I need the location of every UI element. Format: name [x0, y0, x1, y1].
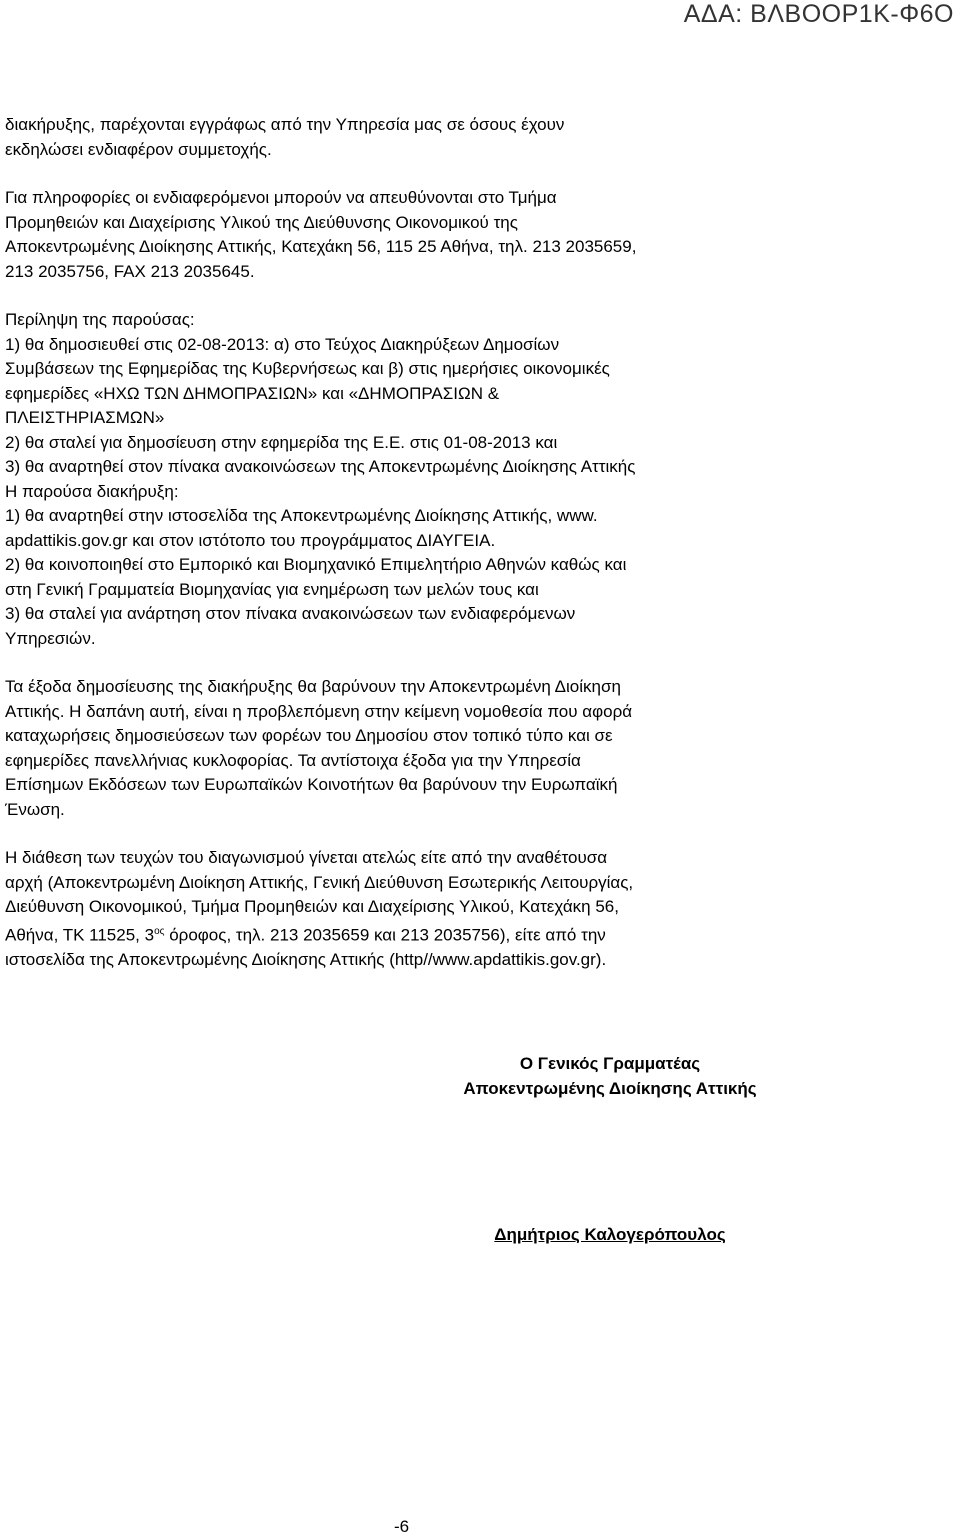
ordinal-superscript: ος	[154, 925, 165, 937]
text-line: Τα έξοδα δημοσίευσης της διακήρυξης θα βαρύνουν την Αποκεντρωμένη Διοίκηση	[5, 677, 621, 696]
text-line: 213 2035756, FAX 213 2035645.	[5, 261, 255, 281]
text-line: εφημερίδες πανελλήνιας κυκλοφορίας. Τα αντίστοιχα έξοδα για την Υπηρεσία	[5, 750, 581, 770]
summary-section	[5, 308, 811, 651]
signatory-title	[0, 1052, 960, 1101]
intro-paragraph	[5, 113, 811, 162]
summary-item-3: 3) θα αναρτηθεί στον πίνακα ανακοινώσεων της Αποκεντρωμένης Διοίκησης Αττικής	[5, 457, 636, 476]
text-fragment: Αθήνα, ΤΚ 11525, 3	[5, 925, 155, 945]
signatory-title-line: Ο Γενικός Γραμματέας	[519, 1054, 701, 1073]
text-line: διακήρυξης, παρέχονται εγγράφως από την Υπηρεσία μας σε όσους έχουν	[5, 115, 565, 134]
text-line: Ένωση.	[5, 799, 65, 819]
text-line: Αποκεντρωμένης Διοίκησης Αττικής, Κατεχάκη 56, 115 25 Αθήνα, τηλ. 213 2035659,	[5, 237, 637, 256]
text-line: 1) θα δημοσιευθεί στις 02-08-2013: α) στο Τεύχος Διακηρύξεων Δημοσίων	[5, 334, 560, 354]
text-line: Επίσημων Εκδόσεων των Ευρωπαϊκών Κοινοτήτων θα βαρύνουν την Ευρωπαϊκή	[5, 775, 618, 794]
summary-heading: Περίληψη της παρούσας:	[5, 310, 195, 329]
page-number: -6	[394, 1517, 410, 1536]
text-fragment: όροφος, τηλ. 213 2035659 και 213 2035756), είτε από την	[164, 925, 606, 945]
document-body	[5, 113, 811, 972]
summary-item-2: 2) θα σταλεί για δημοσίευση στην εφημερίδα της Ε.Ε. στις 01-08-2013 και	[5, 432, 558, 452]
text-line: Προμηθειών και Διαχείρισης Υλικού της Διεύθυνσης Οικονομικού της	[5, 212, 518, 232]
text-line: 2) θα κοινοποιηθεί στο Εμπορικό και Βιομηχανικό Επιμελητήριο Αθηνών καθώς και	[5, 555, 627, 574]
text-line: Για πληροφορίες οι ενδιαφερόμενοι μπορούν να απευθύνονται στο Τμήμα	[5, 188, 557, 207]
signatory-name: Δημήτριος Καλογερόπουλος	[494, 1225, 726, 1244]
signatory-title-line: Αποκεντρωμένης Διοίκησης Αττικής	[463, 1078, 757, 1098]
costs-paragraph	[5, 675, 811, 822]
text-line: στη Γενική Γραμματεία Βιομηχανίας για ενημέρωση των μελών τους και	[5, 579, 539, 599]
text-line: ιστοσελίδα της Αποκεντρωμένης Διοίκησης Αττικής (http//www.apdattikis.gov.gr).	[5, 949, 607, 969]
ada-code: ΑΔΑ: ΒΛΒΟΟΡ1Κ-Φ6Ο	[683, 0, 954, 28]
text-line: Η διάθεση των τευχών του διαγωνισμού γίνεται ατελώς είτε από την αναθέτουσα	[5, 848, 608, 867]
text-line: Υπηρεσιών.	[5, 628, 96, 648]
text-line: αρχή (Αποκεντρωμένη Διοίκηση Αττικής, Γενική Διεύθυνση Εσωτερικής Λειτουργίας,	[5, 872, 634, 892]
text-line: ΠΛΕΙΣΤΗΡΙΑΣΜΩΝ»	[5, 408, 165, 427]
text-line: Διεύθυνση Οικονομικού, Τμήμα Προμηθειών και Διαχείρισης Υλικού, Κατεχάκη 56,	[5, 897, 619, 916]
info-paragraph	[5, 186, 811, 284]
text-line: εκδηλώσει ενδιαφέρον συμμετοχής.	[5, 139, 272, 159]
text-line	[5, 920, 811, 948]
text-line: καταχωρήσεις δημοσιεύσεων των φορέων του Δημοσίου στον τοπικό τύπο και σε	[5, 726, 613, 745]
text-line: Αττικής. Η δαπάνη αυτή, είναι η προβλεπόμενη στην κείμενη νομοθεσία που αφορά	[5, 701, 633, 721]
text-line: εφημερίδες «ΗΧΩ ΤΩΝ ΔΗΜΟΠΡΑΣΙΩΝ» και «ΔΗΜΟΠΡΑΣΙΩΝ &	[5, 383, 500, 403]
text-line: 3) θα σταλεί για ανάρτηση στον πίνακα ανακοινώσεων των ενδιαφερόμενων	[5, 604, 576, 623]
text-line: Συμβάσεων της Εφημερίδας της Κυβερνήσεως και β) στις ημερήσιες οικονομικές	[5, 359, 610, 378]
text-line: 1) θα αναρτηθεί στην ιστοσελίδα της Αποκεντρωμένης Διοίκησης Αττικής, www.	[5, 506, 598, 525]
present-heading: Η παρούσα διακήρυξη:	[5, 481, 179, 501]
text-line: apdattikis.gov.gr και στον ιστότοπο του προγράμματος ΔΙΑΥΓΕΙΑ.	[5, 530, 496, 550]
distribution-paragraph	[5, 846, 811, 972]
